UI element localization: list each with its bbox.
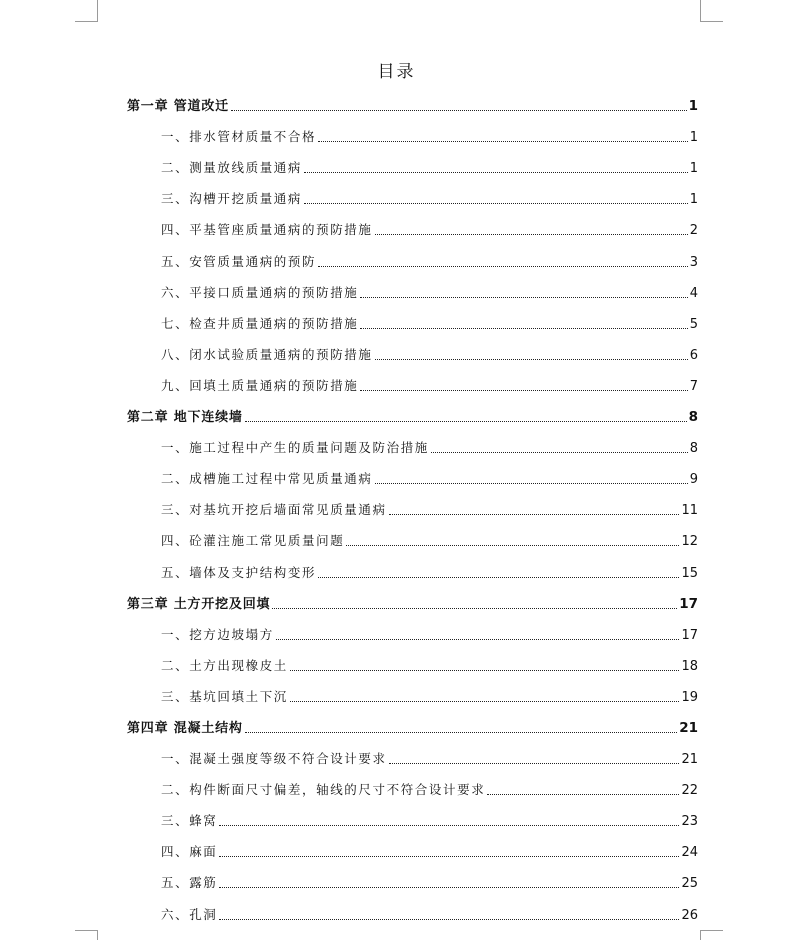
toc-chapter-entry[interactable] xyxy=(127,399,698,430)
toc-entry-page-number: 11 xyxy=(681,503,698,519)
toc-entry-page-number: 1 xyxy=(689,192,698,208)
page-corner-mark-top-left xyxy=(75,0,98,22)
toc-entry-label: 第二章 地下连续墙 xyxy=(127,410,243,426)
dot-leader xyxy=(318,141,688,142)
toc-entry-page-number: 22 xyxy=(681,783,698,799)
toc-section-entry[interactable] xyxy=(127,679,698,710)
toc-section-entry[interactable] xyxy=(127,212,698,243)
dot-leader xyxy=(375,234,688,235)
toc-entry-label: 三、基坑回填土下沉 xyxy=(161,688,288,704)
toc-entry-label: 三、蜂窝 xyxy=(161,813,218,829)
toc-section-entry[interactable] xyxy=(127,741,698,772)
toc-entry-label: 二、测量放线质量通病 xyxy=(161,160,303,176)
dot-leader xyxy=(360,328,687,329)
dot-leader xyxy=(245,421,687,422)
toc-section-entry[interactable] xyxy=(127,430,698,461)
dot-leader xyxy=(375,483,688,484)
toc-entry-label: 二、土方出现橡皮土 xyxy=(161,657,288,673)
toc-title: 目录 xyxy=(377,62,416,82)
toc-entry-label: 八、闭水试验质量通病的预防措施 xyxy=(161,346,373,362)
toc-entry-page-number: 1 xyxy=(688,98,698,115)
toc-entry-label: 九、回填土质量通病的预防措施 xyxy=(161,377,359,393)
toc-section-entry[interactable] xyxy=(127,617,698,648)
toc-entry-label: 一、排水管材质量不合格 xyxy=(161,129,317,145)
dot-leader xyxy=(245,732,677,733)
dot-leader xyxy=(304,172,688,173)
toc-section-entry[interactable] xyxy=(127,119,698,150)
toc-entry-label: 四、砼灌注施工常见质量问题 xyxy=(161,533,345,549)
dot-leader xyxy=(290,670,680,671)
dot-leader xyxy=(318,266,688,267)
toc-entry-page-number: 26 xyxy=(681,907,698,923)
toc-entry-label: 三、沟槽开挖质量通病 xyxy=(161,191,303,207)
table-of-contents xyxy=(127,88,698,928)
dot-leader xyxy=(431,452,688,453)
toc-section-entry[interactable] xyxy=(127,275,698,306)
toc-entry-label: 五、安管质量通病的预防 xyxy=(161,253,317,269)
toc-section-entry[interactable] xyxy=(127,368,698,399)
toc-entry-page-number: 3 xyxy=(689,254,698,270)
toc-entry-page-number: 6 xyxy=(689,347,698,363)
dot-leader xyxy=(375,359,688,360)
toc-section-entry[interactable] xyxy=(127,181,698,212)
page-corner-mark-top-right xyxy=(700,0,723,22)
toc-section-entry[interactable] xyxy=(127,648,698,679)
dot-leader xyxy=(219,919,679,920)
toc-entry-label: 四、平基管座质量通病的预防措施 xyxy=(161,222,373,238)
toc-entry-page-number: 25 xyxy=(681,876,698,892)
toc-section-entry[interactable] xyxy=(127,803,698,834)
toc-entry-page-number: 12 xyxy=(681,534,698,550)
toc-entry-page-number: 24 xyxy=(681,845,698,861)
toc-chapter-entry[interactable] xyxy=(127,710,698,741)
toc-section-entry[interactable] xyxy=(127,834,698,865)
toc-section-entry[interactable] xyxy=(127,865,698,896)
toc-entry-label: 五、露筋 xyxy=(161,875,218,891)
dot-leader xyxy=(304,203,688,204)
dot-leader xyxy=(389,514,680,515)
dot-leader xyxy=(389,763,680,764)
dot-leader xyxy=(219,856,679,857)
toc-chapter-entry[interactable] xyxy=(127,586,698,617)
dot-leader xyxy=(318,577,679,578)
toc-section-entry[interactable] xyxy=(127,492,698,523)
dot-leader xyxy=(346,545,679,546)
toc-entry-page-number: 17 xyxy=(681,627,698,643)
toc-entry-page-number: 23 xyxy=(681,814,698,830)
toc-section-entry[interactable] xyxy=(127,461,698,492)
toc-entry-label: 七、检查井质量通病的预防措施 xyxy=(161,315,359,331)
toc-entry-label: 三、对基坑开挖后墙面常见质量通病 xyxy=(161,502,387,518)
toc-entry-label: 一、施工过程中产生的质量问题及防治措施 xyxy=(161,440,429,456)
toc-entry-page-number: 18 xyxy=(681,658,698,674)
toc-section-entry[interactable] xyxy=(127,896,698,927)
toc-entry-label: 六、平接口质量通病的预防措施 xyxy=(161,284,359,300)
toc-entry-page-number: 4 xyxy=(689,285,698,301)
toc-entry-page-number: 15 xyxy=(681,565,698,581)
dot-leader xyxy=(487,794,679,795)
toc-entry-label: 二、构件断面尺寸偏差，轴线的尺寸不符合设计要求 xyxy=(161,782,486,798)
toc-section-entry[interactable] xyxy=(127,554,698,585)
toc-chapter-entry[interactable] xyxy=(127,88,698,119)
toc-section-entry[interactable] xyxy=(127,243,698,274)
dot-leader xyxy=(219,887,679,888)
dot-leader xyxy=(272,608,677,609)
toc-entry-page-number: 19 xyxy=(681,689,698,705)
toc-entry-label: 二、成槽施工过程中常见质量通病 xyxy=(161,471,373,487)
dot-leader xyxy=(360,297,687,298)
toc-entry-page-number: 2 xyxy=(689,223,698,239)
toc-entry-page-number: 8 xyxy=(688,409,698,426)
toc-entry-page-number: 21 xyxy=(679,719,698,736)
dot-leader xyxy=(290,701,680,702)
toc-entry-page-number: 1 xyxy=(689,161,698,177)
toc-entry-label: 四、麻面 xyxy=(161,844,218,860)
toc-entry-page-number: 8 xyxy=(689,441,698,457)
dot-leader xyxy=(231,110,687,111)
toc-entry-page-number: 9 xyxy=(689,472,698,488)
toc-entry-label: 第一章 管道改迁 xyxy=(127,99,229,115)
toc-section-entry[interactable] xyxy=(127,150,698,181)
toc-entry-label: 一、混凝土强度等级不符合设计要求 xyxy=(161,751,387,767)
dot-leader xyxy=(360,390,687,391)
toc-entry-label: 一、挖方边坡塌方 xyxy=(161,626,274,642)
toc-entry-page-number: 1 xyxy=(689,130,698,146)
toc-section-entry[interactable] xyxy=(127,772,698,803)
dot-leader xyxy=(276,639,680,640)
toc-entry-label: 第三章 土方开挖及回填 xyxy=(127,596,271,612)
dot-leader xyxy=(219,825,679,826)
toc-entry-label: 六、孔洞 xyxy=(161,906,218,922)
toc-entry-page-number: 5 xyxy=(689,316,698,332)
toc-entry-page-number: 7 xyxy=(689,378,698,394)
toc-entry-page-number: 17 xyxy=(679,595,698,612)
toc-section-entry[interactable] xyxy=(127,523,698,554)
toc-section-entry[interactable] xyxy=(127,306,698,337)
toc-entry-label: 五、墙体及支护结构变形 xyxy=(161,564,317,580)
toc-entry-page-number: 21 xyxy=(681,752,698,768)
toc-section-entry[interactable] xyxy=(127,337,698,368)
toc-entry-label: 第四章 混凝土结构 xyxy=(127,720,243,736)
